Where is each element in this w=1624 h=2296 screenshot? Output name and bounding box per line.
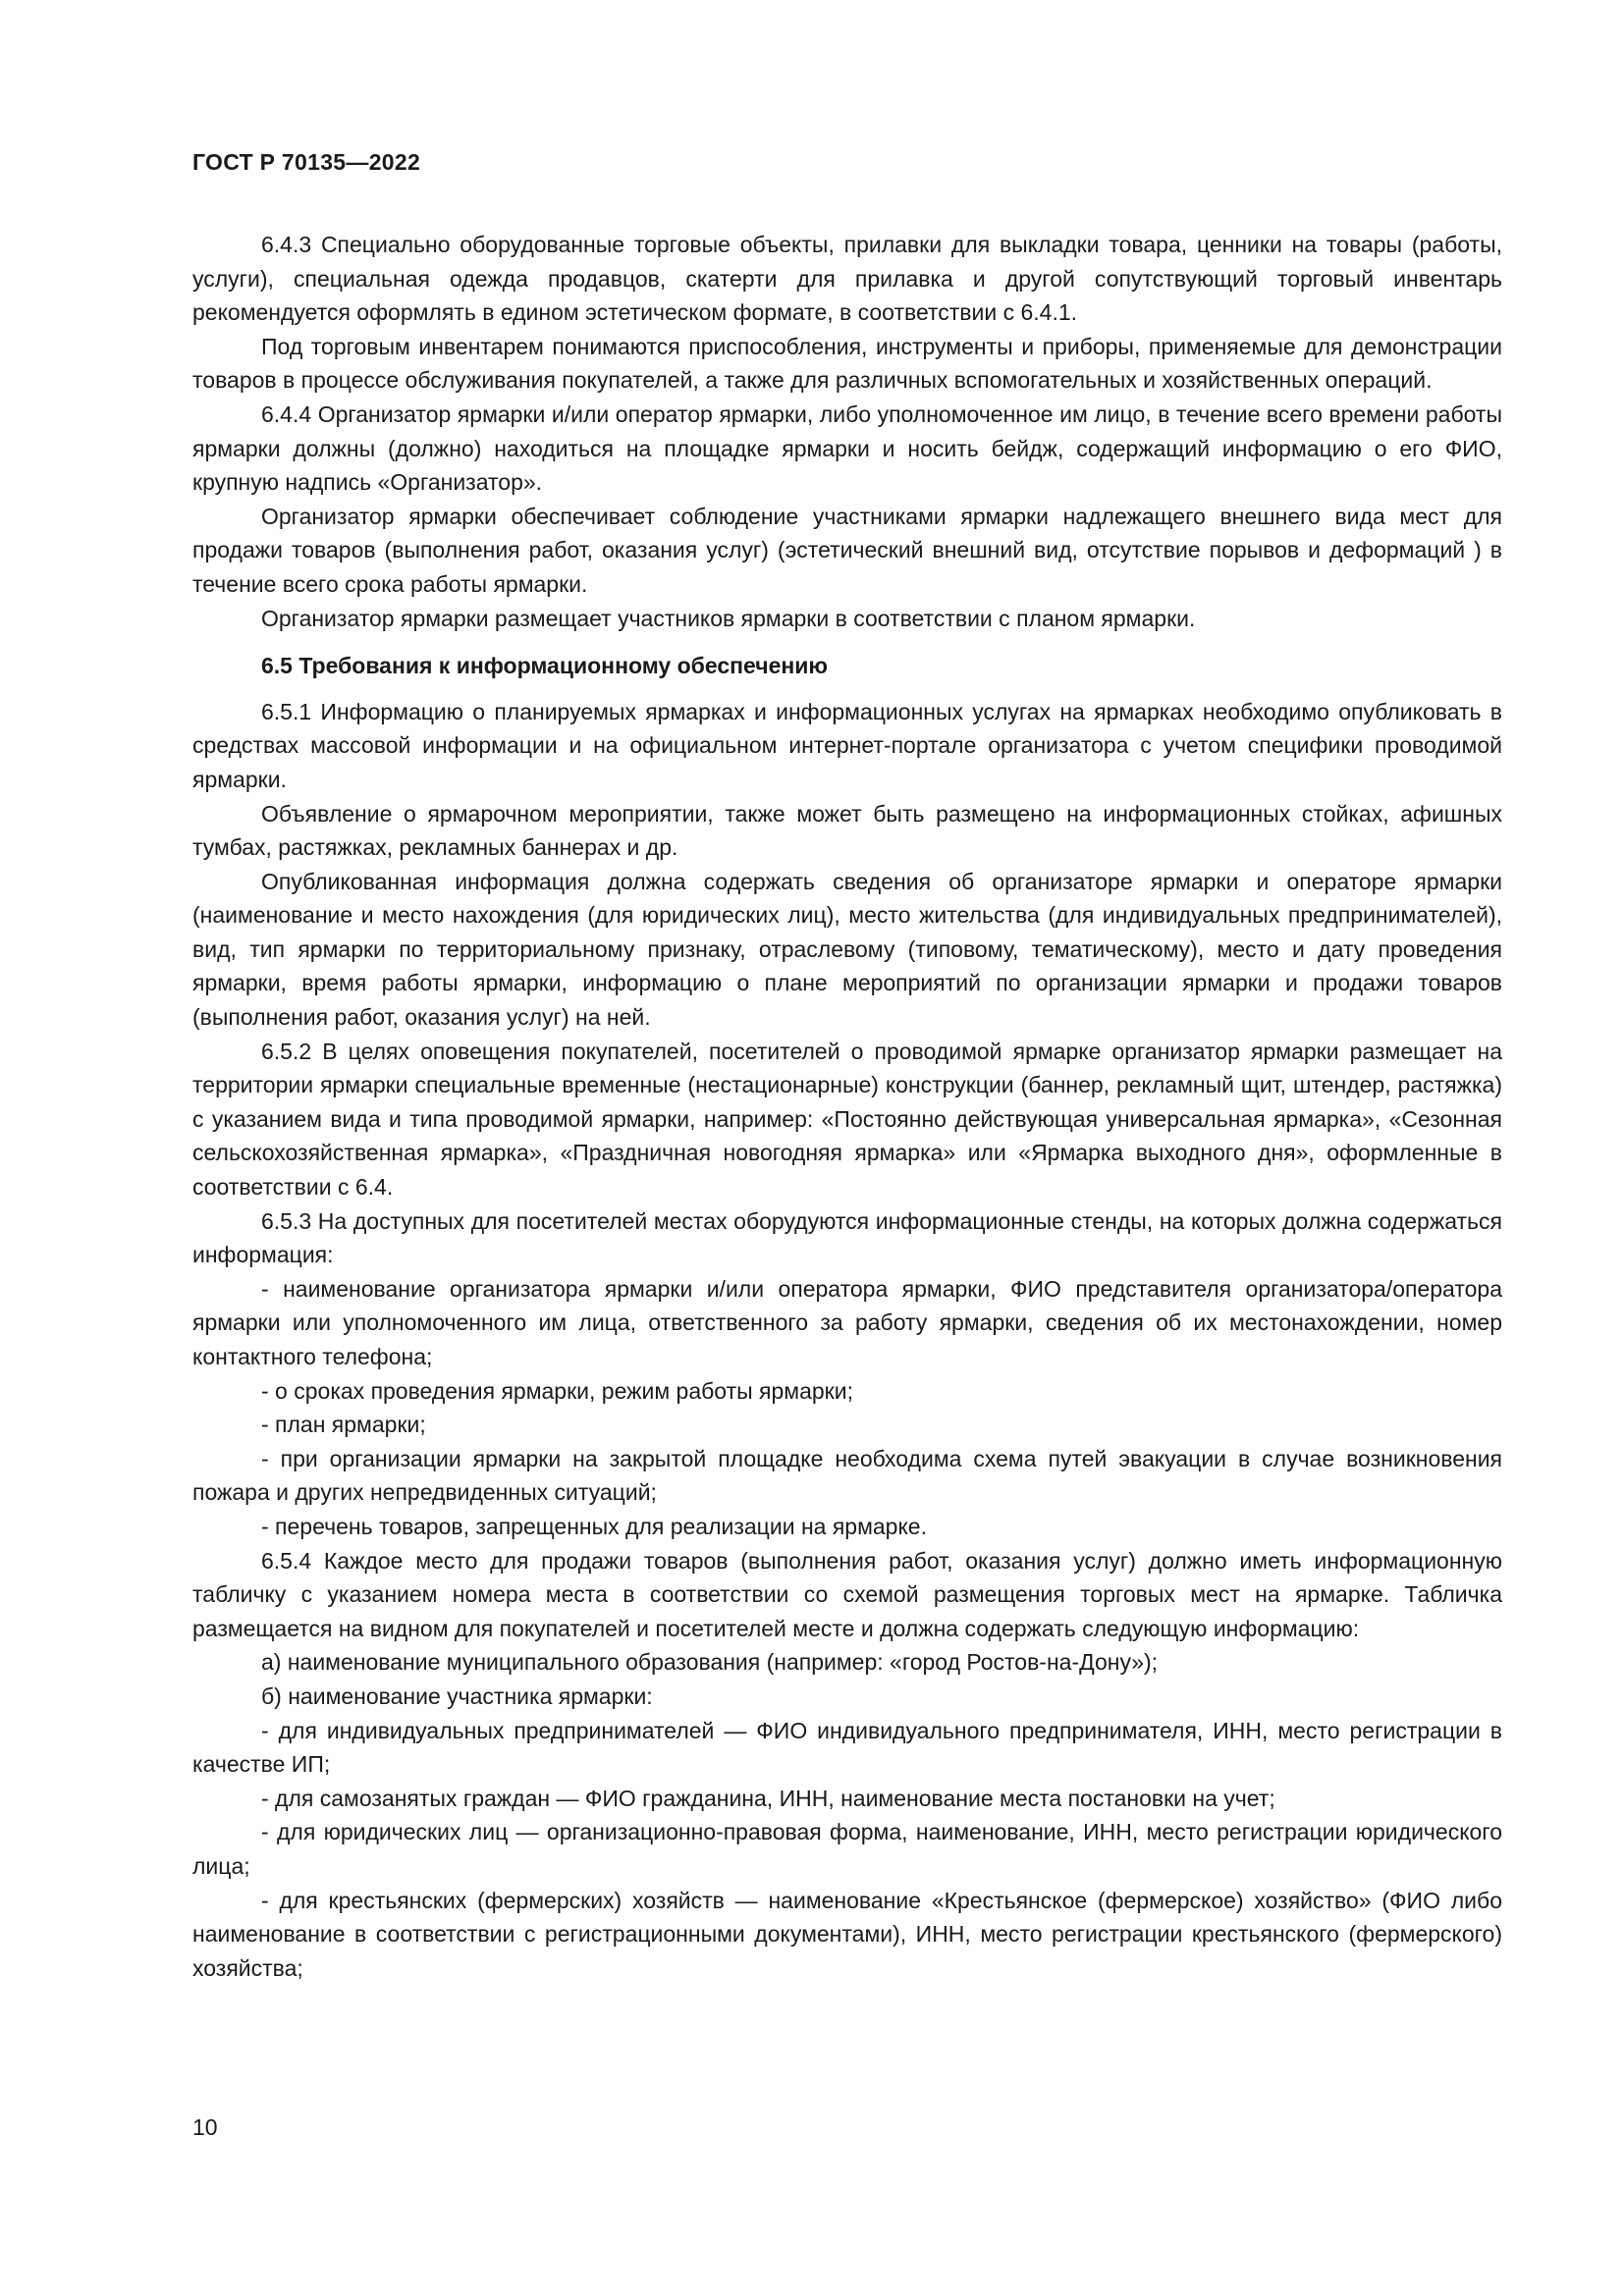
page-number: 10 <box>192 2114 218 2140</box>
list-item: - перечень товаров, запрещенных для реализации на ярмарке. <box>261 1513 927 1539</box>
list-item: - о сроках проведения ярмарки, режим работы ярмарки; <box>261 1377 853 1404</box>
list-item: - наименование организатора ярмарки и/или оператора ярмарки, ФИО представителя организатора/оператора ярмарки или уполномоченного им лица, ответственного за работу ярмарки, сведения об их местонахождении, номер контактного телефона; <box>192 1275 1502 1369</box>
list-item-b: б) наименование участника ярмарки: <box>261 1682 653 1709</box>
paragraph-trade-inventory: Под торговым инвентарем понимаются приспособления, инструменты и приборы, применяемые для демонстрации товаров в процессе обслуживания покупателей, а также для различных вспомогательных и хозяйственных операций. <box>192 333 1502 394</box>
paragraph-6-5-3: 6.5.3 На доступных для посетителей местах оборудуются информационные стенды, на которых должна содержаться информация: <box>192 1207 1502 1268</box>
paragraph-6-5-1: 6.5.1 Информацию о планируемых ярмарках и информационных услугах на ярмарках необходимо опубликовать в средствах массовой информации и на официальном интернет-портале организатора с учетом специфики проводимой ярмарки. <box>192 698 1502 792</box>
document-body <box>192 228 1502 1985</box>
list-item: - для крестьянских (фермерских) хозяйств — наименование «Крестьянское (фермерское) хозяйство» (ФИО либо наименование в соответствии с регистрационными документами), ИНН, место регистрации крестьянского (фермерского) хозяйства; <box>192 1887 1502 1981</box>
paragraph-6-5-2: 6.5.2 В целях оповещения покупателей, посетителей о проводимой ярмарке организатор ярмарки размещает на территории ярмарки специальные временные (нестационарные) конструкции (баннер, рекламный щит, штендер, растяжка) с указанием вида и типа проводимой ярмарки, например: «Постоянно действующая универсальная ярмарка», «Сезонная сельскохозяйственная ярмарка», «Праздничная новогодняя ярмарка» или «Ярмарка выходного дня», оформленные в соответствии с 6.4. <box>192 1038 1502 1201</box>
paragraph-appearance: Организатор ярмарки обеспечивает соблюдение участниками ярмарки надлежащего внешнего вида мест для продажи товаров (выполнения работ, оказания услуг) (эстетический внешний вид, отсутствие порывов и деформаций ) в течение всего срока работы ярмарки. <box>192 503 1502 597</box>
paragraph-placement: Организатор ярмарки размещает участников ярмарки в соответствии с планом ярмарки. <box>261 605 1196 631</box>
list-item: - для юридических лиц — организационно-правовая форма, наименование, ИНН, место регистрации юридического лица; <box>192 1819 1502 1879</box>
list-item: - для индивидуальных предпринимателей — ФИО индивидуального предпринимателя, ИНН, место регистрации в качестве ИП; <box>192 1717 1502 1778</box>
list-item: - при организации ярмарки на закрытой площадке необходима схема путей эвакуации в случае возникновения пожара и других непредвиденных ситуаций; <box>192 1445 1502 1506</box>
paragraph-6-4-4: 6.4.4 Организатор ярмарки и/или оператор ярмарки, либо уполномоченное им лицо, в течение всего времени работы ярмарки должны (должно) находиться на площадке ярмарки и носить бейдж, содержащий информацию о его ФИО, крупную надпись «Организатор». <box>192 400 1502 496</box>
list-item: - план ярмарки; <box>261 1412 426 1438</box>
list-item: - для самозанятых граждан — ФИО гражданина, ИНН, наименование места постановки на учет; <box>261 1785 1275 1811</box>
document-code-header: ГОСТ Р 70135—2022 <box>192 149 421 175</box>
paragraph-6-5-4: 6.5.4 Каждое место для продажи товаров (выполнения работ, оказания услуг) должно иметь информационную табличку с указанием номера места в соответствии со схемой размещения торговых мест на ярмарке. Табличка размещается на видном для покупателей и посетителей месте и должна содержать следующую информацию: <box>192 1547 1502 1641</box>
paragraph-published-info: Опубликованная информация должна содержать сведения об организаторе ярмарки и операторе ярмарки (наименование и место нахождения (для юридических лиц), место жительства (для индивидуальных предпринимателей), вид, тип ярмарки по территориальному признаку, отраслевому (типовому, тематическому), место и дату проведения ярмарки, время работы ярмарки, информацию о плане мероприятий по организации ярмарки и продажи товаров (выполнения работ, оказания услуг) на ней. <box>192 868 1502 1031</box>
section-heading-6-5: 6.5 Требования к информационному обеспечению <box>261 653 829 679</box>
paragraph-6-4-3: 6.4.3 Специально оборудованные торговые объекты, прилавки для выкладки товара, ценники на товары (работы, услуги), специальная одежда продавцов, скатерти для прилавка и другой сопутствующий торговый инвентарь рекомендуется оформлять в едином эстетическом формате, в соответствии с 6.4.1. <box>192 232 1502 326</box>
list-item-a: а) наименование муниципального образования (например: «город Ростов-на-Дону»); <box>261 1649 1159 1676</box>
paragraph-announcement: Объявление о ярмарочном мероприятии, также может быть размещено на информационных стойках, афишных тумбах, растяжках, рекламных баннерах и др. <box>192 800 1502 861</box>
